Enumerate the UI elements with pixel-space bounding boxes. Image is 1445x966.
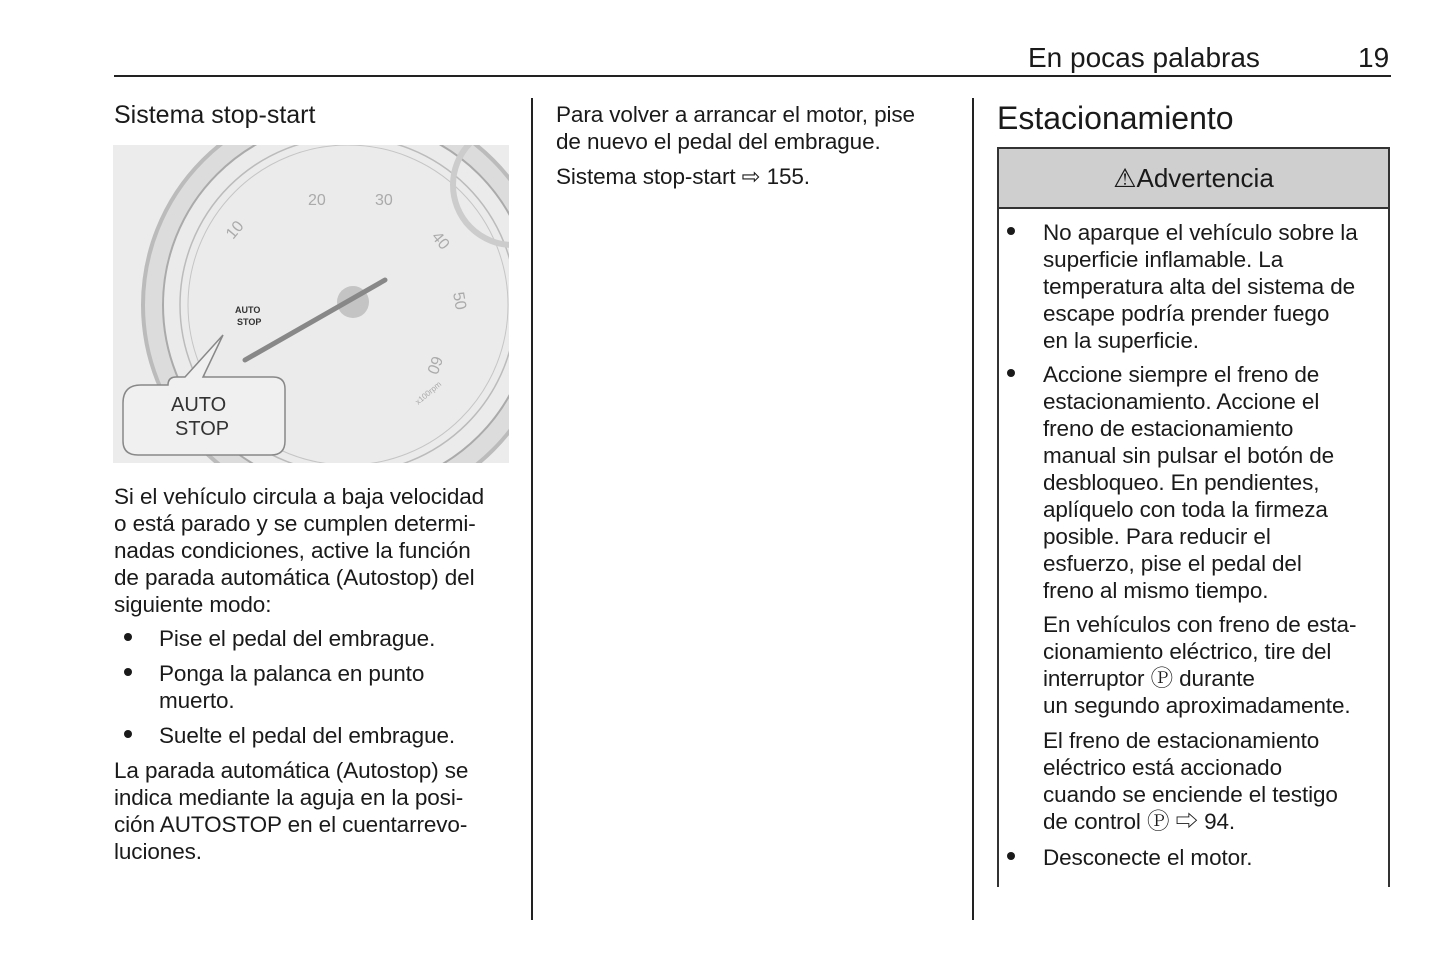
bullet-dot	[1007, 852, 1015, 860]
autostop-marker-label: AUTO	[235, 305, 261, 315]
bullet-dot	[1007, 227, 1015, 235]
running-header-title: En pocas palabras	[1028, 42, 1260, 73]
sub-paragraph: El freno de estacionamiento eléctrico está accionado cuando se enciende el testigo de control Ⓟ ⇨ 94.	[1043, 728, 1338, 834]
list-item: Desconecte el motor.	[1043, 845, 1253, 870]
warning-title: ⚠Advertencia	[999, 149, 1388, 209]
sub-paragraph: En vehículos con freno de esta- cionamiento eléctrico, tire del interruptor Ⓟ durante un segundo aproximadamente.	[1043, 612, 1357, 718]
intro-paragraph: Si el vehículo circula a baja velocidad o está parado y se cumplen determi- nadas condiciones, active la función de parada automática (Autostop) del siguiente modo:	[114, 484, 485, 617]
cross-reference: Sistema stop-start ⇨ 155.	[556, 164, 810, 189]
autostop-marker-label: STOP	[237, 317, 262, 327]
list-item: No aparque el vehículo sobre la superficie inflamable. La temperatura alta del sistema de escape podría prender fuego en la superficie.	[1043, 220, 1358, 353]
dial-number: 10	[223, 218, 248, 243]
header-rule	[114, 75, 1391, 77]
dial-number: 20	[308, 192, 326, 209]
list-item: Ponga la palanca en punto muerto.	[159, 661, 425, 713]
bullet-dot	[124, 730, 132, 738]
section-heading: Estacionamiento	[997, 100, 1234, 136]
list-item: Accione siempre el freno de estacionamiento. Accione el freno de estacionamiento manual sin pulsar el botón de desbloqueo. En pendientes, aplíquelo con toda la firmeza posible. Para reducir el esfuerzo, pise el pedal del freno al mismo tiempo.	[1043, 362, 1335, 603]
bullet-dot	[124, 633, 132, 641]
list-item: Pise el pedal del embrague.	[159, 626, 436, 651]
callout-label: STOP	[175, 418, 230, 440]
column-divider	[972, 98, 974, 920]
tachometer-illustration	[113, 145, 509, 463]
dial-number: 50	[449, 290, 469, 312]
callout-label: AUTO	[171, 394, 227, 416]
section-heading: Sistema stop-start	[114, 101, 316, 129]
bullet-dot	[124, 668, 132, 676]
list-item: Suelte el pedal del embrague.	[159, 723, 456, 748]
dial-number: 30	[375, 192, 393, 209]
page-number: 19	[1358, 42, 1390, 73]
dial-number: 40	[427, 228, 453, 254]
closing-paragraph: La parada automática (Autostop) se indica mediante la aguja en la posi- ción AUTOSTOP en el cuentarrevo- luciones.	[114, 758, 469, 864]
unit-label: x100rpm	[413, 379, 444, 407]
column-divider	[531, 98, 533, 920]
dial-number: 60	[423, 353, 446, 377]
restart-paragraph: Para volver a arrancar el motor, pise de nuevo el pedal del embrague.	[556, 102, 915, 154]
bullet-dot	[1007, 369, 1015, 377]
